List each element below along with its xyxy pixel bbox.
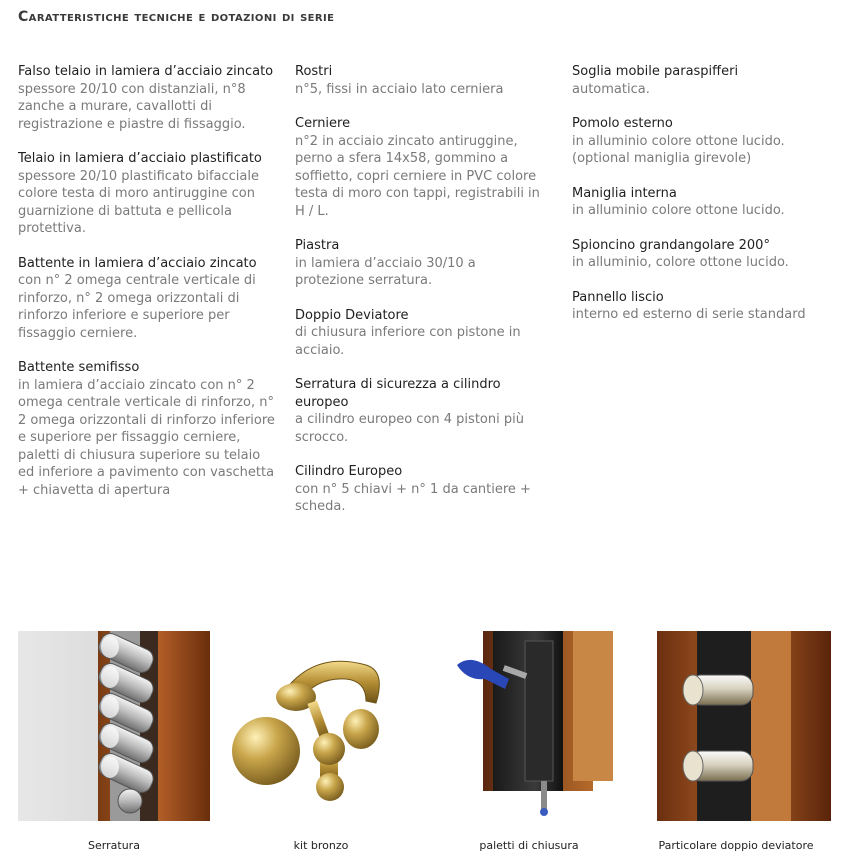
feature-heading: Soglia mobile paraspifferi <box>572 64 739 79</box>
feature-item <box>18 63 280 133</box>
feature-text: in lamiera d’acciaio zincato con n° 2 omega centrale verticale di rinforzo, n° 2 omega orizzontali di rinforzo inferiore e superiore per fissaggio cerniere, paletti di chiusura superiore su telaio ed inferiore a pavimento con vaschetta + chiavetta di apertura <box>18 377 275 498</box>
feature-text: con n° 5 chiavi + n° 1 da cantiere + scheda. <box>295 481 531 514</box>
feature-text: spessore 20/10 plastificato bifacciale colore testa di moro antiruggine con guarnizione di battuta e pellicola protettiva. <box>18 168 259 236</box>
caption-particolare-doppio-deviatore: Particolare doppio deviatore <box>658 839 814 852</box>
feature-text: in alluminio colore ottone lucido. <box>572 203 785 218</box>
feature-heading: Serratura di sicurezza a cilindro europeo <box>295 377 501 410</box>
photo-particolare-doppio-deviatore <box>657 631 831 821</box>
feature-heading: Pomolo esterno <box>572 116 673 131</box>
feature-text: con n° 2 omega centrale verticale di rinforzo, n° 2 omega orizzontali di rinforzo inferiore e superiore per fissaggio cerniere. <box>18 273 256 341</box>
feature-heading: Cilindro Europeo <box>295 464 403 479</box>
feature-text: interno ed esterno di serie standard <box>572 307 806 322</box>
feature-heading: Rostri <box>295 64 333 79</box>
feature-text: in alluminio colore ottone lucido. (optional maniglia girevole) <box>572 133 785 166</box>
features-column-1 <box>18 63 280 516</box>
features-column-2 <box>295 63 547 533</box>
feature-heading: Piastra <box>295 238 340 253</box>
feature-item <box>572 63 824 98</box>
feature-heading: Cerniere <box>295 116 351 131</box>
feature-heading: Doppio Deviatore <box>295 307 409 323</box>
page-title: Caratteristiche tecniche e dotazioni di serie <box>18 9 335 25</box>
feature-item <box>295 63 547 98</box>
feature-item <box>295 463 547 516</box>
feature-text: n°2 in acciaio zincato antiruggine, perno a sfera 14x58, gommino a soffietto, copri cerniere in PVC colore testa di moro con tappi, registrabili in H / L. <box>295 133 540 219</box>
feature-item <box>18 255 280 343</box>
feature-text: automatica. <box>572 81 650 97</box>
photo-serratura <box>18 631 210 821</box>
feature-item <box>18 359 280 499</box>
feature-heading: Falso telaio in lamiera d’acciaio zincato <box>18 64 274 79</box>
photo-paletti-di-chiusura <box>453 631 625 821</box>
feature-text: a cilindro europeo con 4 pistoni più scrocco. <box>295 412 524 445</box>
feature-heading: Spioncino grandangolare 200° <box>572 237 770 253</box>
feature-heading: Battente in lamiera d’acciaio zincato <box>18 255 257 271</box>
feature-heading: Telaio in lamiera d’acciaio plastificato <box>18 151 262 166</box>
feature-item <box>295 237 547 290</box>
caption-serratura: Serratura <box>88 839 140 852</box>
features-column-3 <box>572 63 824 341</box>
feature-item <box>572 289 824 324</box>
feature-item <box>295 307 547 360</box>
feature-item <box>18 150 280 238</box>
photo-kit-bronzo <box>226 631 418 821</box>
feature-text: in lamiera d’acciaio 30/10 a protezione serratura. <box>295 255 476 288</box>
feature-text: in alluminio, colore ottone lucido. <box>572 255 789 270</box>
feature-heading: Maniglia interna <box>572 185 677 201</box>
feature-item <box>295 376 547 446</box>
feature-item <box>295 115 547 220</box>
feature-text: n°5, fissi in acciaio lato cerniera <box>295 81 504 97</box>
feature-text: spessore 20/10 con distanziali, n°8 zanche a murare, cavallotti di registrazione e piastre di fissaggio. <box>18 81 246 132</box>
caption-kit-bronzo: kit bronzo <box>293 839 349 852</box>
feature-item <box>572 185 824 220</box>
feature-item <box>572 115 824 168</box>
feature-item <box>572 237 824 272</box>
feature-heading: Pannello liscio <box>572 289 664 305</box>
feature-text: di chiusura inferiore con pistone in acciaio. <box>295 325 521 358</box>
caption-paletti-di-chiusura: paletti di chiusura <box>479 839 579 852</box>
feature-heading: Battente semifisso <box>18 360 140 375</box>
